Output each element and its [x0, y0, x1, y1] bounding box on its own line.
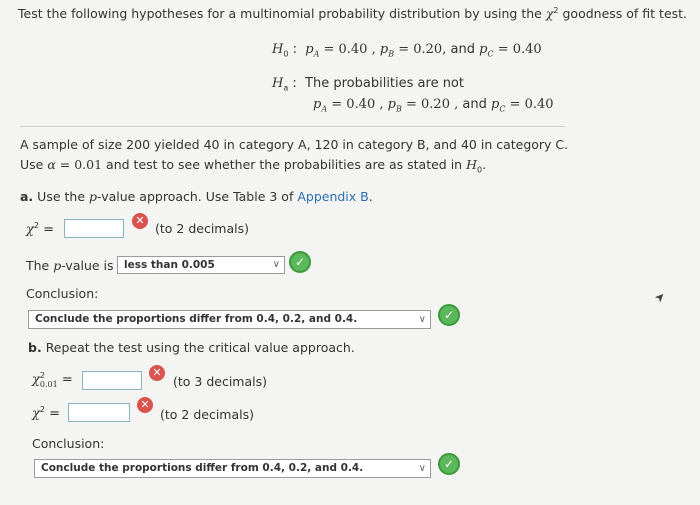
sample-description: A sample of size 200 yielded 40 in category A, 120 in category B, and 40 in category C.: [20, 137, 569, 152]
p-value-label: The p-value is: [26, 258, 114, 273]
incorrect-icon: ✕: [137, 397, 153, 413]
chevron-down-icon: ∨: [272, 259, 280, 270]
chi-square-label: $\chi^2$ =: [26, 221, 55, 238]
chi-square-input[interactable]: [64, 219, 124, 238]
part-a-instruction: a. Use the p-value approach. Use Table 3 of Appendix B.: [20, 189, 373, 204]
chi-square-hint-b: (to 2 decimals): [160, 407, 254, 422]
conclusion-dropdown-a[interactable]: Conclude the proportions differ from 0.4, 0.2, and 0.4. ∨: [28, 310, 431, 329]
correct-icon: ✓: [289, 251, 311, 273]
significance-instruction: Use α = 0.01 and test to see whether the probabilities are as stated in $H_0$.: [20, 157, 487, 175]
correct-icon: ✓: [438, 304, 460, 326]
null-hypothesis: $H_0$ : $p_A = 0.40$ , $p_B = 0.20$, and $p_C = 0.40$: [272, 42, 542, 59]
divider: [20, 126, 565, 127]
correct-icon: ✓: [438, 453, 460, 475]
conclusion-label-b: Conclusion:: [32, 436, 105, 451]
conclusion-dropdown-b[interactable]: Conclude the proportions differ from 0.4, 0.2, and 0.4. ∨: [34, 459, 431, 478]
critical-value-label: χ 2 0.01 =: [32, 371, 73, 389]
alternative-hypothesis-label: $H_a$ : The probabilities are not: [272, 76, 464, 93]
part-b-instruction: b. Repeat the test using the critical value approach.: [28, 340, 355, 355]
alternative-hypothesis-values: $p_A = 0.40$ , $p_B = 0.20$ , and $p_C = 0.40$: [313, 97, 554, 114]
intro-text: Test the following hypotheses for a multinomial probability distribution by using the $\chi^2$ goodness of fit test.: [18, 6, 688, 22]
critical-value-input[interactable]: [82, 371, 142, 390]
chi-square-label-b: $\chi^2$ =: [32, 405, 61, 422]
conclusion-label-a: Conclusion:: [26, 286, 99, 301]
chevron-down-icon: ∨: [418, 314, 426, 325]
chevron-down-icon: ∨: [418, 463, 426, 474]
incorrect-icon: ✕: [132, 213, 148, 229]
p-value-dropdown[interactable]: less than 0.005 ∨: [117, 256, 285, 274]
chi-square-input-b[interactable]: [68, 403, 130, 422]
cursor-icon: ➤: [651, 288, 669, 306]
appendix-b-link[interactable]: Appendix B: [297, 189, 369, 204]
chi-square-hint: (to 2 decimals): [155, 221, 249, 236]
critical-value-hint: (to 3 decimals): [173, 374, 267, 389]
incorrect-icon: ✕: [149, 365, 165, 381]
